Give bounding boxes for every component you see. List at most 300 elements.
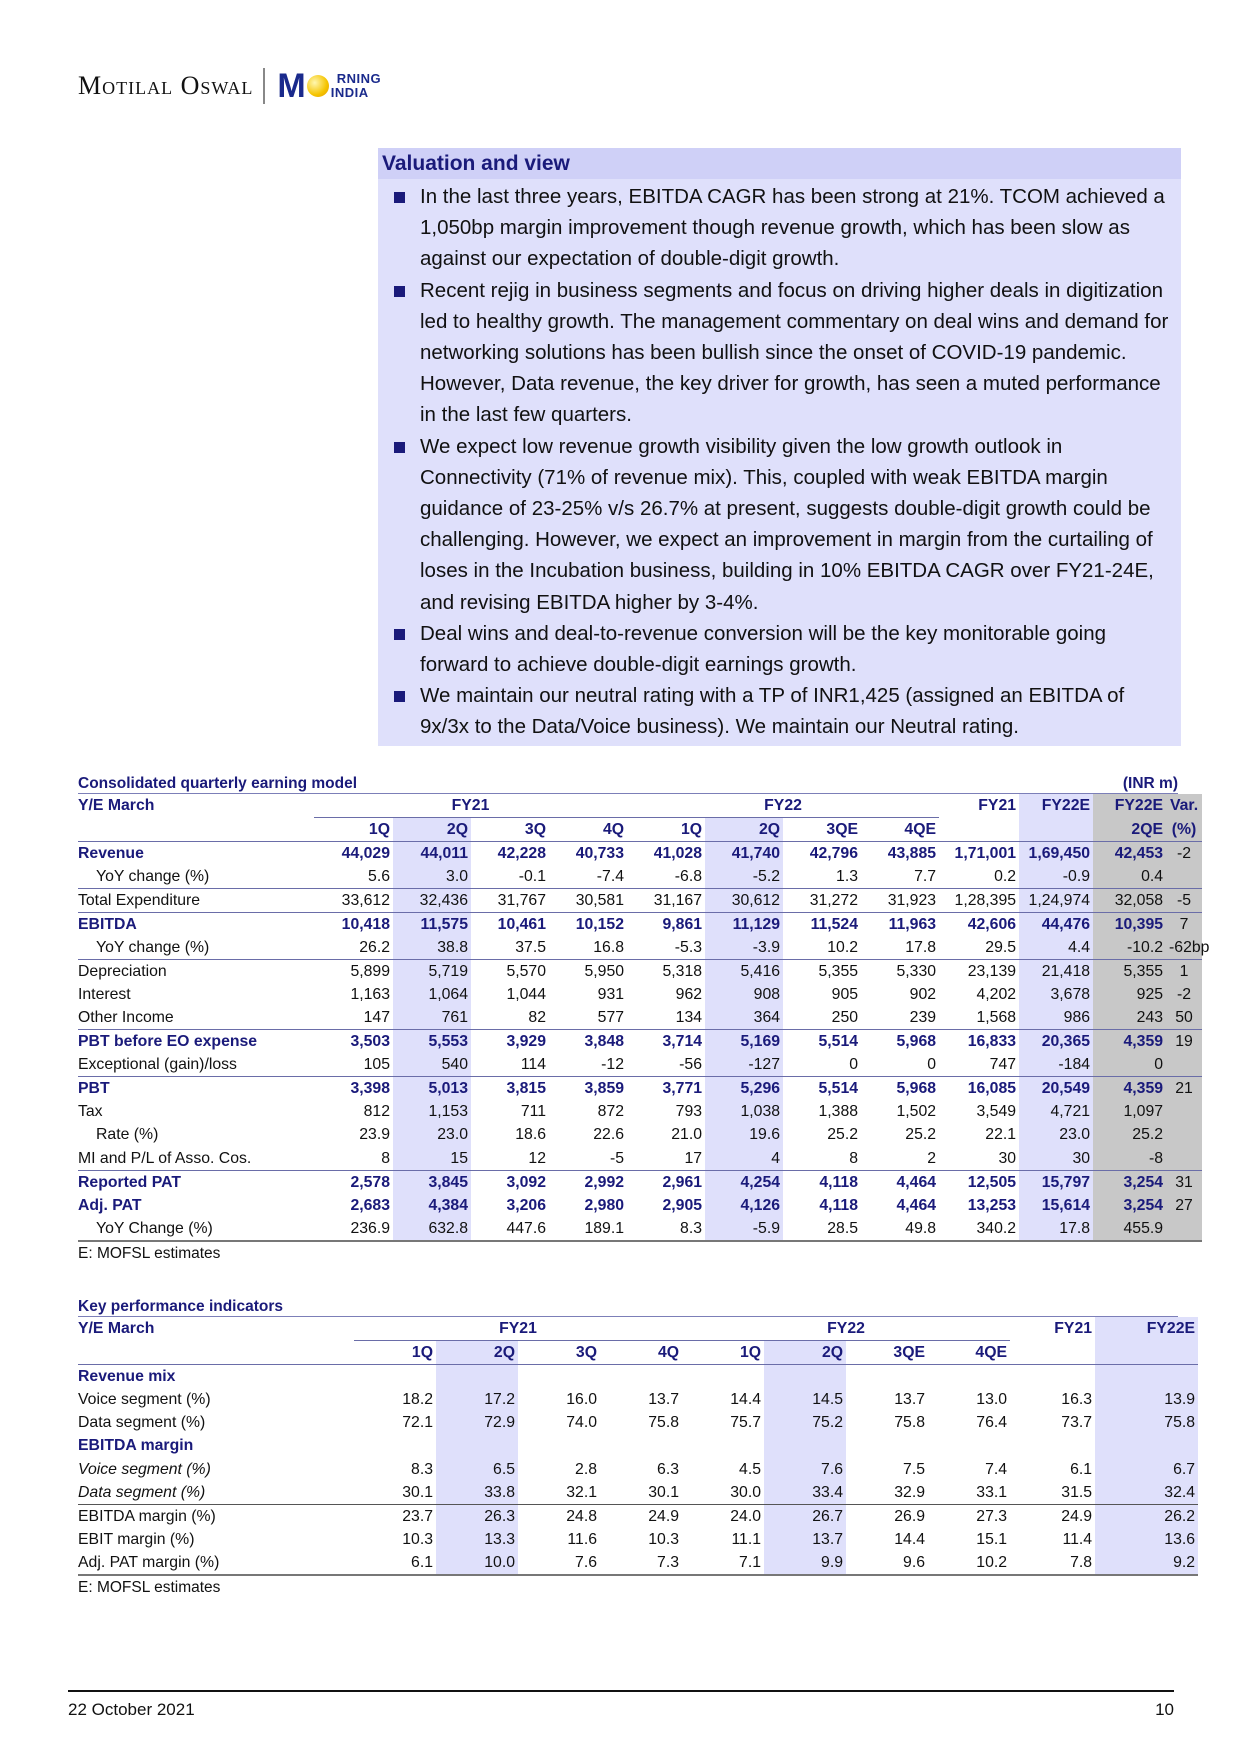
cell-value: 2,578 bbox=[314, 1170, 393, 1194]
col-fy22e-quarter-sub: 2QE bbox=[1093, 818, 1166, 842]
table-row bbox=[78, 1194, 1202, 1217]
cell-value: 3,859 bbox=[549, 1077, 627, 1101]
cell-value: -0.9 bbox=[1019, 865, 1093, 889]
table-row bbox=[78, 1100, 1202, 1123]
cell-value: 30.1 bbox=[648, 1483, 680, 1501]
cell-value: -62bp bbox=[1166, 936, 1202, 960]
cell-value: -5 bbox=[609, 1149, 625, 1167]
valuation-bullet bbox=[378, 431, 1181, 618]
cell-value: 13,253 bbox=[967, 1196, 1017, 1214]
cell-value: 4.5 bbox=[739, 1460, 762, 1478]
bullet-text: Deal wins and deal-to-revenue conversion will be the key monitorable going forward to achieve double-digit earnings growth. bbox=[420, 621, 1106, 677]
cell-value: 33.8 bbox=[436, 1481, 518, 1505]
kpi-table-grid bbox=[78, 1317, 1198, 1576]
cell-value: 4,254 bbox=[705, 1170, 783, 1194]
ye-march-label: Y/E March bbox=[78, 1320, 155, 1338]
cell-value: 15,797 bbox=[1019, 1170, 1093, 1194]
row-label: Data segment (%) bbox=[78, 1414, 206, 1432]
blank-cell bbox=[78, 1341, 354, 1365]
section-label: Revenue mix bbox=[78, 1368, 176, 1385]
cell-value: -3.9 bbox=[705, 936, 783, 960]
table-row bbox=[78, 1434, 1198, 1457]
cell-value: 5,950 bbox=[549, 960, 627, 984]
cell-value: 3,678 bbox=[1019, 983, 1093, 1006]
cell-value: -127 bbox=[705, 1053, 783, 1077]
cell-value bbox=[928, 1434, 1010, 1457]
group-fy21: FY21 bbox=[314, 794, 627, 818]
cell-value: 30 bbox=[998, 1149, 1017, 1167]
cell-value: 9.9 bbox=[764, 1551, 846, 1575]
cell-value: 13.7 bbox=[648, 1391, 680, 1409]
cell-value: 19.6 bbox=[705, 1123, 783, 1146]
cell-value: 7.6 bbox=[764, 1458, 846, 1481]
cell-value: 14.4 bbox=[730, 1391, 762, 1409]
cell-value: 11,524 bbox=[783, 913, 861, 937]
cell-value: 447.6 bbox=[471, 1217, 549, 1241]
cell-value: 33.1 bbox=[976, 1483, 1008, 1501]
cell-value bbox=[600, 1434, 682, 1457]
cell-value: 1,064 bbox=[393, 983, 471, 1006]
table-note: E: MOFSL estimates bbox=[78, 1578, 221, 1596]
cell-value: 22.1 bbox=[985, 1126, 1017, 1144]
cell-value: 7.8 bbox=[1010, 1551, 1095, 1575]
cell-value: 2,992 bbox=[549, 1170, 627, 1194]
valuation-bullet bbox=[378, 275, 1181, 431]
cell-value: 32,058 bbox=[1093, 889, 1166, 913]
cell-value bbox=[764, 1434, 846, 1457]
col-var-sub: (%) bbox=[1166, 818, 1202, 842]
cell-value: 236.9 bbox=[314, 1217, 393, 1241]
cell-value: 26.3 bbox=[436, 1504, 518, 1528]
row-label: MI and P/L of Asso. Cos. bbox=[78, 1149, 252, 1167]
blank-cell bbox=[78, 818, 314, 842]
cell-value: 40,733 bbox=[575, 845, 625, 862]
cell-value: 14.4 bbox=[894, 1530, 926, 1548]
table-row bbox=[78, 913, 1202, 937]
cell-value bbox=[354, 1434, 436, 1457]
square-bullet-icon bbox=[378, 275, 420, 431]
table-row bbox=[78, 1411, 1198, 1434]
cell-value: 38.8 bbox=[393, 936, 471, 960]
cell-value: 18.6 bbox=[515, 1126, 546, 1144]
valuation-bullet bbox=[378, 181, 1181, 275]
cell-value: 540 bbox=[393, 1053, 471, 1077]
cell-value: 44,029 bbox=[341, 845, 390, 862]
page-number: 10 bbox=[1155, 1700, 1174, 1719]
cell-value: 9.6 bbox=[846, 1551, 928, 1575]
cell-value: 3,549 bbox=[976, 1103, 1017, 1121]
row-label: Reported PAT bbox=[78, 1170, 314, 1194]
cell-value: 902 bbox=[909, 986, 937, 1004]
cell-value bbox=[1095, 1365, 1198, 1389]
cell-value: 13.3 bbox=[436, 1528, 518, 1551]
cell-value: 41,740 bbox=[705, 842, 783, 866]
cell-value: 27.3 bbox=[928, 1504, 1010, 1528]
cell-value: 4,464 bbox=[896, 1196, 937, 1214]
row-label: Adj. PAT margin (%) bbox=[78, 1551, 354, 1575]
cell-value: 16.0 bbox=[566, 1391, 597, 1409]
cell-value: 31,767 bbox=[471, 889, 549, 913]
cell-value bbox=[518, 1434, 600, 1457]
cell-value: 1,28,395 bbox=[939, 889, 1019, 913]
cell-value: 10,418 bbox=[314, 913, 393, 937]
cell-value: 4.4 bbox=[1019, 936, 1093, 960]
table-title: Consolidated quarterly earning model bbox=[78, 775, 358, 792]
row-label: EBITDA bbox=[78, 913, 314, 937]
cell-value: 1 bbox=[1166, 960, 1202, 984]
cell-value: 2 bbox=[927, 1149, 937, 1167]
cell-value bbox=[1166, 865, 1202, 889]
quarter-header: 4QE bbox=[861, 818, 939, 842]
cell-value: 812 bbox=[363, 1103, 390, 1121]
row-label: Data segment (%) bbox=[78, 1483, 206, 1501]
cell-value: 5,899 bbox=[314, 960, 393, 984]
cell-value: 4,359 bbox=[1093, 1030, 1166, 1054]
cell-value: 10.0 bbox=[436, 1551, 518, 1575]
cell-value: 5,416 bbox=[705, 960, 783, 984]
quarter-header: 3QE bbox=[846, 1341, 928, 1365]
cell-value: 7 bbox=[1166, 913, 1202, 937]
quarter-header: 1Q bbox=[354, 1341, 436, 1365]
cell-value: 30.0 bbox=[730, 1483, 762, 1501]
cell-value: 26.2 bbox=[359, 939, 390, 956]
cell-value: 75.8 bbox=[648, 1414, 680, 1432]
cell-value: 21,418 bbox=[1019, 960, 1093, 984]
cell-value: -8 bbox=[1093, 1147, 1166, 1171]
table-row bbox=[78, 1147, 1202, 1171]
cell-value: 11.4 bbox=[1062, 1530, 1093, 1548]
brand-motilal-oswal: Motilal Oswal bbox=[78, 71, 254, 100]
row-label: Adj. PAT bbox=[78, 1196, 142, 1214]
cell-value: 1,24,974 bbox=[1019, 889, 1093, 913]
cell-value: 75.2 bbox=[764, 1411, 846, 1434]
cell-value: 2,905 bbox=[662, 1196, 703, 1214]
cell-value: 24.0 bbox=[682, 1504, 764, 1528]
cell-value bbox=[846, 1365, 928, 1389]
cell-value: 793 bbox=[675, 1103, 703, 1121]
cell-value: -56 bbox=[679, 1056, 703, 1074]
cell-value bbox=[1010, 1434, 1095, 1457]
cell-value: 30,612 bbox=[705, 889, 783, 913]
cell-value: 3,254 bbox=[1093, 1170, 1166, 1194]
cell-value: 5,169 bbox=[705, 1030, 783, 1054]
cell-value: 19 bbox=[1166, 1030, 1202, 1054]
table-row bbox=[78, 842, 1202, 866]
cell-value: 0 bbox=[1093, 1053, 1166, 1077]
cell-value bbox=[1166, 1217, 1202, 1241]
quarter-header: 3QE bbox=[783, 818, 861, 842]
header-row-groups bbox=[78, 1317, 1198, 1341]
ye-march-label: Y/E March bbox=[78, 797, 155, 815]
cell-value: 3.0 bbox=[393, 865, 471, 889]
table-row bbox=[78, 1170, 1202, 1194]
cell-value: 13.7 bbox=[764, 1528, 846, 1551]
cell-value: 16,833 bbox=[939, 1030, 1019, 1054]
cell-value: 10.3 bbox=[402, 1530, 433, 1548]
cell-value: 4,118 bbox=[819, 1196, 859, 1214]
cell-value: 1,038 bbox=[705, 1100, 783, 1123]
valuation-bullet bbox=[378, 680, 1181, 742]
cell-value: 44,476 bbox=[1019, 913, 1093, 937]
table-title-row bbox=[78, 1295, 1178, 1317]
table-row bbox=[78, 936, 1202, 960]
cell-value: 250 bbox=[831, 1009, 859, 1027]
cell-value: -5.2 bbox=[705, 865, 783, 889]
quarter-header: 1Q bbox=[314, 818, 393, 842]
cell-value: -5 bbox=[1166, 889, 1202, 913]
cell-value: 75.8 bbox=[894, 1414, 926, 1432]
row-label: Depreciation bbox=[78, 960, 314, 984]
cell-value bbox=[600, 1365, 682, 1389]
brand-morning-india-text bbox=[331, 72, 381, 100]
header-row-quarters bbox=[78, 1341, 1198, 1365]
cell-value: 13.9 bbox=[1095, 1388, 1198, 1411]
cell-value: 6.1 bbox=[354, 1551, 436, 1575]
cell-value: 10.2 bbox=[827, 939, 859, 956]
row-label: YoY Change (%) bbox=[78, 1217, 314, 1241]
table-row bbox=[78, 865, 1202, 889]
cell-value bbox=[928, 1365, 1010, 1389]
cell-value: 4,384 bbox=[393, 1194, 471, 1217]
cell-value: 8.3 bbox=[627, 1217, 705, 1241]
brand-word-rning: RNING bbox=[336, 71, 382, 86]
cell-value: 7.7 bbox=[914, 868, 937, 885]
cell-value: 6.1 bbox=[1070, 1460, 1093, 1478]
cell-value: 42,228 bbox=[497, 845, 546, 862]
quarter-header: 3Q bbox=[471, 818, 549, 842]
cell-value: 3,848 bbox=[549, 1030, 627, 1054]
row-label: Exceptional (gain)/loss bbox=[78, 1056, 237, 1074]
cell-value: 11.6 bbox=[567, 1530, 597, 1548]
cell-value: 15.1 bbox=[976, 1530, 1008, 1548]
cell-value: 82 bbox=[528, 1009, 546, 1027]
cell-value: 11.1 bbox=[731, 1530, 762, 1548]
cell-value: 1,044 bbox=[506, 986, 546, 1004]
section-label: EBITDA margin bbox=[78, 1437, 194, 1455]
cell-value: 6.7 bbox=[1095, 1458, 1198, 1481]
cell-value: 872 bbox=[597, 1103, 625, 1121]
col-fy21: FY21 bbox=[978, 797, 1017, 815]
cell-value: 42,606 bbox=[939, 913, 1019, 937]
row-label: Total Expenditure bbox=[78, 889, 314, 913]
cell-value: 12 bbox=[528, 1149, 546, 1167]
footer-divider bbox=[68, 1690, 1174, 1692]
cell-value bbox=[354, 1365, 436, 1389]
cell-value bbox=[1095, 1434, 1198, 1457]
cell-value: 114 bbox=[520, 1056, 546, 1074]
cell-value: 49.8 bbox=[861, 1217, 939, 1241]
cell-value: 5.6 bbox=[368, 868, 390, 885]
footer-date: 22 October 2021 bbox=[68, 1700, 195, 1719]
cell-value: 13.0 bbox=[976, 1391, 1008, 1409]
cell-value: 1,69,450 bbox=[1019, 842, 1093, 866]
cell-value: 1,71,001 bbox=[954, 845, 1017, 862]
cell-value: 28.5 bbox=[783, 1217, 861, 1241]
cell-value: 75.7 bbox=[730, 1414, 762, 1432]
valuation-title: Valuation and view bbox=[378, 148, 1181, 179]
cell-value: 3,815 bbox=[471, 1077, 549, 1101]
blank-cell bbox=[939, 818, 1019, 842]
cell-value: 17.8 bbox=[905, 939, 937, 956]
cell-value: 986 bbox=[1019, 1006, 1093, 1030]
cell-value: 33.4 bbox=[764, 1481, 846, 1505]
cell-value: 908 bbox=[705, 983, 783, 1006]
cell-value: 32.1 bbox=[566, 1483, 597, 1501]
cell-value: 3,503 bbox=[314, 1030, 393, 1054]
cell-value: 455.9 bbox=[1093, 1217, 1166, 1241]
cell-value: 4,721 bbox=[1019, 1100, 1093, 1123]
square-bullet-icon bbox=[378, 431, 420, 618]
cell-value: 8 bbox=[381, 1149, 390, 1167]
cell-value: 5,355 bbox=[1093, 960, 1166, 984]
cell-value: 4 bbox=[705, 1147, 783, 1171]
cell-value: 189.1 bbox=[549, 1217, 627, 1241]
cell-value: 5,318 bbox=[627, 960, 705, 984]
cell-value: 5,296 bbox=[705, 1077, 783, 1101]
cell-value: 21.0 bbox=[671, 1126, 703, 1144]
cell-value: 1,502 bbox=[896, 1103, 937, 1121]
cell-value: 7.5 bbox=[903, 1460, 926, 1478]
cell-value: 24.8 bbox=[518, 1504, 600, 1528]
row-label: PBT before EO expense bbox=[78, 1030, 314, 1054]
cell-value: 5,553 bbox=[393, 1030, 471, 1054]
table-row bbox=[78, 960, 1202, 984]
cell-value: 12,505 bbox=[939, 1170, 1019, 1194]
cell-value: 74.0 bbox=[566, 1414, 597, 1432]
cell-value: 3,254 bbox=[1093, 1194, 1166, 1217]
quarterly-table-grid bbox=[78, 794, 1210, 1242]
cell-value: 925 bbox=[1093, 983, 1166, 1006]
cell-value: 23.0 bbox=[1019, 1123, 1093, 1146]
cell-value bbox=[1166, 1100, 1202, 1123]
cell-value: 3,092 bbox=[471, 1170, 549, 1194]
cell-value: 4,464 bbox=[861, 1170, 939, 1194]
row-label: Rate (%) bbox=[96, 1126, 159, 1144]
row-label: Interest bbox=[78, 986, 131, 1004]
cell-value bbox=[1010, 1365, 1095, 1389]
row-label: PBT bbox=[78, 1077, 314, 1101]
row-label: Revenue bbox=[78, 845, 144, 862]
cell-value: 31,923 bbox=[861, 889, 939, 913]
cell-value: 7.3 bbox=[600, 1551, 682, 1575]
cell-value: 340.2 bbox=[939, 1217, 1019, 1241]
cell-value: 4,359 bbox=[1093, 1077, 1166, 1101]
cell-value: 27 bbox=[1166, 1194, 1202, 1217]
cell-value: 37.5 bbox=[515, 939, 546, 956]
cell-value: 2,961 bbox=[627, 1170, 705, 1194]
cell-value: 1,568 bbox=[976, 1009, 1017, 1027]
cell-value: 0.2 bbox=[994, 868, 1017, 885]
cell-value: 5,355 bbox=[783, 960, 861, 984]
cell-value: 8.3 bbox=[411, 1460, 433, 1478]
cell-value: 1,153 bbox=[393, 1100, 471, 1123]
cell-value bbox=[1166, 1147, 1202, 1171]
cell-value: 30.1 bbox=[402, 1483, 433, 1501]
cell-value: 26.9 bbox=[846, 1504, 928, 1528]
cell-value bbox=[1166, 1123, 1202, 1146]
cell-value: 962 bbox=[675, 986, 703, 1004]
cell-value: 1,388 bbox=[818, 1103, 859, 1121]
table-row bbox=[78, 1504, 1198, 1528]
cell-value: 1,097 bbox=[1093, 1100, 1166, 1123]
col-fy22e: FY22E bbox=[1019, 794, 1093, 818]
cell-value bbox=[436, 1434, 518, 1457]
cell-value: 31 bbox=[1166, 1170, 1202, 1194]
row-label: Tax bbox=[78, 1103, 103, 1121]
cell-value: 24.9 bbox=[1010, 1504, 1095, 1528]
cell-value: 5,968 bbox=[861, 1030, 939, 1054]
quarter-header: 2Q bbox=[764, 1341, 846, 1365]
cell-value: 0 bbox=[927, 1056, 937, 1074]
cell-value: 5,514 bbox=[783, 1030, 861, 1054]
bullet-text: We expect low revenue growth visibility given the low growth outlook in Connectivity (71% of revenue mix). This, coupled with weak EBITDA margin guidance of 23-25% v/s 26.7% at present, suggests double-digit growth could be challenging. However, we expect an improvement in margin from the curtailing of loses in the Incubation business, building in 10% EBITDA CAGR over FY21-24E, and revising EBITDA higher by 3-4%. bbox=[420, 434, 1154, 614]
cell-value: -12 bbox=[601, 1056, 625, 1074]
sun-icon bbox=[307, 75, 329, 97]
cell-value: 239 bbox=[909, 1009, 937, 1027]
cell-value: 5,570 bbox=[471, 960, 549, 984]
quarter-header: 2Q bbox=[436, 1341, 518, 1365]
cell-value bbox=[682, 1365, 764, 1389]
cell-value: 7.6 bbox=[518, 1551, 600, 1575]
square-bullet-icon bbox=[378, 680, 420, 742]
cell-value: -184 bbox=[1019, 1053, 1093, 1077]
cell-value: 4,126 bbox=[705, 1194, 783, 1217]
bullet-text: Recent rejig in business segments and focus on driving higher deals in digitization led to healthy growth. The management commentary on deal wins and demand for networking solutions has been bullish since the onset of COVID-19 pandemic. However, Data revenue, the key driver for growth, has seen a muted performance in the last few quarters. bbox=[420, 278, 1169, 427]
cell-value: 3,845 bbox=[393, 1170, 471, 1194]
cell-value: 931 bbox=[597, 986, 625, 1004]
table-row bbox=[78, 1217, 1202, 1241]
cell-value: 1.3 bbox=[836, 868, 859, 885]
cell-value: 23,139 bbox=[939, 960, 1019, 984]
col-fy21: FY21 bbox=[1054, 1320, 1093, 1338]
cell-value: 17 bbox=[684, 1149, 703, 1167]
quarter-header: 1Q bbox=[682, 1341, 764, 1365]
cell-value: 26.2 bbox=[1095, 1504, 1198, 1528]
cell-value: 3,398 bbox=[314, 1077, 393, 1101]
cell-value bbox=[518, 1365, 600, 1389]
quarter-header: 2Q bbox=[393, 818, 471, 842]
brand-word-india: INDIA bbox=[330, 85, 369, 100]
cell-value: 5,514 bbox=[783, 1077, 861, 1101]
cell-value: 25.2 bbox=[905, 1126, 937, 1144]
cell-value: 13.7 bbox=[894, 1391, 926, 1409]
cell-value: 23.0 bbox=[393, 1123, 471, 1146]
table-row bbox=[78, 1077, 1202, 1101]
cell-value: 3,714 bbox=[627, 1030, 705, 1054]
cell-value: 11,575 bbox=[393, 913, 471, 937]
group-fy22: FY22 bbox=[627, 794, 939, 818]
cell-value: -2 bbox=[1166, 983, 1202, 1006]
row-label: YoY change (%) bbox=[96, 939, 210, 956]
cell-value: 75.8 bbox=[1095, 1411, 1198, 1434]
valuation-bullet bbox=[378, 618, 1181, 680]
brand-morning-india-mark: M bbox=[277, 67, 306, 105]
header-row-groups bbox=[78, 794, 1202, 818]
cell-value: 9.2 bbox=[1095, 1551, 1198, 1575]
cell-value: 30 bbox=[1019, 1147, 1093, 1171]
cell-value: -5.3 bbox=[674, 939, 703, 956]
table-row bbox=[78, 1528, 1198, 1551]
cell-value: 50 bbox=[1166, 1006, 1202, 1030]
cell-value: 3,771 bbox=[627, 1077, 705, 1101]
cell-value: 5,968 bbox=[861, 1077, 939, 1101]
col-fy22e-quarter: FY22E bbox=[1093, 794, 1166, 818]
table-row bbox=[78, 1030, 1202, 1054]
cell-value: 31.5 bbox=[1061, 1483, 1093, 1501]
col-var: Var. bbox=[1166, 794, 1202, 818]
blank-cell bbox=[1095, 1341, 1198, 1365]
valuation-section bbox=[378, 148, 1181, 746]
